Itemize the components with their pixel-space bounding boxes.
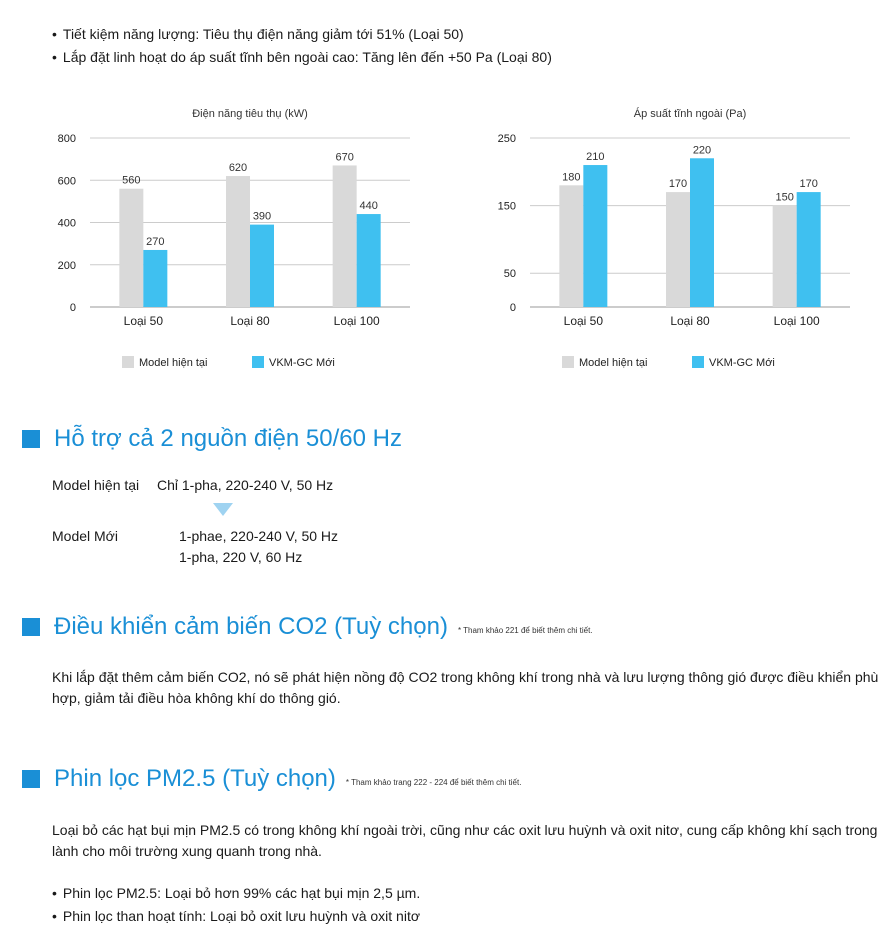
section-marker-icon [22, 430, 40, 448]
section-note: * Tham khảo 221 để biết thêm chi tiết. [457, 625, 593, 635]
bar [583, 165, 607, 307]
bar [666, 192, 690, 307]
intro-bullet-text: Lắp đặt linh hoạt do áp suất tĩnh bên ngoài cao: Tăng lên đến +50 Pa (Loại 80) [62, 49, 552, 65]
bar [357, 214, 381, 307]
section-note: * Tham khảo trang 222 - 224 để biết thêm chi tiết. [345, 777, 522, 787]
legend-label: VKM-GC Mới [269, 357, 335, 369]
data-label: 210 [586, 151, 605, 164]
data-label: 620 [228, 162, 248, 175]
power-section-heading [22, 425, 402, 453]
new-model-label: Model Mới [52, 528, 118, 544]
intro-bullet-energy: • Tiết kiệm năng lượng: Tiêu thụ điện năng giảm tới 51% (Loại 50) [52, 26, 464, 42]
legend-swatch [252, 356, 264, 368]
data-label: 220 [692, 144, 712, 157]
data-label: 170 [799, 178, 818, 191]
bar [143, 250, 167, 307]
data-label: 150 [775, 191, 794, 204]
current-model-label: Model hiện tại [52, 477, 140, 493]
y-tick-label: 400 [57, 217, 76, 230]
legend-swatch [562, 356, 574, 368]
pm25-bullet-carbon: • Phin lọc than hoạt tính: Loại bỏ oxit lưu huỳnh và oxit nitơ [52, 908, 421, 924]
pm25-description: Loại bỏ các hạt bụi mịn PM2.5 có trong không khí ngoài trời, cũng như các oxit lưu huỳnh và oxit nitơ, cung cấp không khí sạch trong lành cho môi trường xung quanh trong nhà. [52, 822, 878, 859]
section-title: Phin lọc PM2.5 (Tuỳ chọn) [54, 765, 336, 792]
current-model-value: Chỉ 1-pha, 220-240 V, 50 Hz [157, 477, 334, 493]
bar [226, 176, 250, 307]
new-model-value-1: 1-phae, 220-240 V, 50 Hz [179, 528, 339, 544]
co2-description: Khi lắp đặt thêm cảm biến CO2, nó sẽ phát hiện nồng độ CO2 trong không khí trong nhà và lưu lượng thông gió được điều khiển phù hợp, giảm tải điều hòa không khí do thông gió. [52, 669, 879, 706]
bar [119, 189, 143, 307]
chart-title: Áp suất tĩnh ngoài (Pa) [633, 108, 747, 120]
pm25-bullet-text: Phin lọc than hoạt tính: Loại bỏ oxit lưu huỳnh và oxit nitơ [62, 908, 421, 924]
legend-label: Model hiện tại [579, 357, 648, 369]
x-tick-label: Loại 50 [123, 314, 164, 328]
static-pressure-svg [480, 100, 870, 390]
section-marker-icon [22, 770, 40, 788]
new-model-value-2: 1-pha, 220 V, 60 Hz [179, 549, 303, 565]
y-tick-label: 600 [57, 175, 76, 188]
static-pressure-chart [480, 100, 870, 395]
pm25-bullet-filter: • Phin lọc PM2.5: Loại bỏ hơn 99% các hạt bụi mịn 2,5 µm. [52, 885, 421, 901]
power-consumption-svg [40, 100, 430, 390]
bar [250, 225, 274, 307]
chart-title: Điện năng tiêu thụ (kW) [192, 108, 308, 120]
bar [559, 185, 583, 307]
legend-swatch [122, 356, 134, 368]
legend-swatch [692, 356, 704, 368]
section-title: Hỗ trợ cả 2 nguồn điện 50/60 Hz [54, 425, 402, 452]
section-marker-icon [22, 618, 40, 636]
y-tick-label: 0 [509, 302, 516, 314]
x-tick-label: Loại 50 [563, 314, 604, 328]
y-tick-label: 50 [503, 268, 516, 281]
y-tick-label: 200 [57, 259, 76, 272]
legend-label: Model hiện tại [139, 357, 208, 369]
bar [797, 192, 821, 307]
data-label: 170 [668, 178, 688, 191]
intro-bullet-pressure: • Lắp đặt linh hoạt do áp suất tĩnh bên ngoài cao: Tăng lên đến +50 Pa (Loại 80) [52, 49, 552, 65]
section-title: Điều khiển cảm biến CO2 (Tuỳ chọn) [54, 613, 448, 640]
bar [773, 206, 797, 307]
y-tick-label: 150 [497, 200, 516, 213]
power-consumption-chart [40, 100, 430, 395]
arrow-down-icon [213, 503, 233, 516]
y-tick-label: 0 [69, 302, 76, 314]
data-label: 440 [359, 200, 378, 213]
y-tick-label: 250 [497, 133, 516, 145]
data-label: 390 [252, 210, 272, 223]
legend-label: VKM-GC Mới [709, 357, 775, 369]
data-label: 270 [146, 235, 165, 248]
co2-section-heading [22, 613, 593, 641]
y-tick-label: 800 [57, 133, 76, 145]
x-tick-label: Loại 100 [773, 314, 820, 328]
x-tick-label: Loại 80 [230, 314, 270, 328]
x-tick-label: Loại 100 [333, 314, 380, 328]
bar [690, 158, 714, 307]
pm25-section-heading [22, 765, 521, 793]
data-label: 670 [335, 151, 354, 164]
intro-bullet-text: Tiết kiệm năng lượng: Tiêu thụ điện năng giảm tới 51% (Loại 50) [62, 26, 464, 42]
data-label: 560 [122, 174, 141, 187]
bar [333, 165, 357, 307]
pm25-bullet-text: Phin lọc PM2.5: Loại bỏ hơn 99% các hạt bụi mịn 2,5 µm. [62, 885, 421, 901]
data-label: 180 [562, 171, 581, 184]
x-tick-label: Loại 80 [670, 314, 710, 328]
